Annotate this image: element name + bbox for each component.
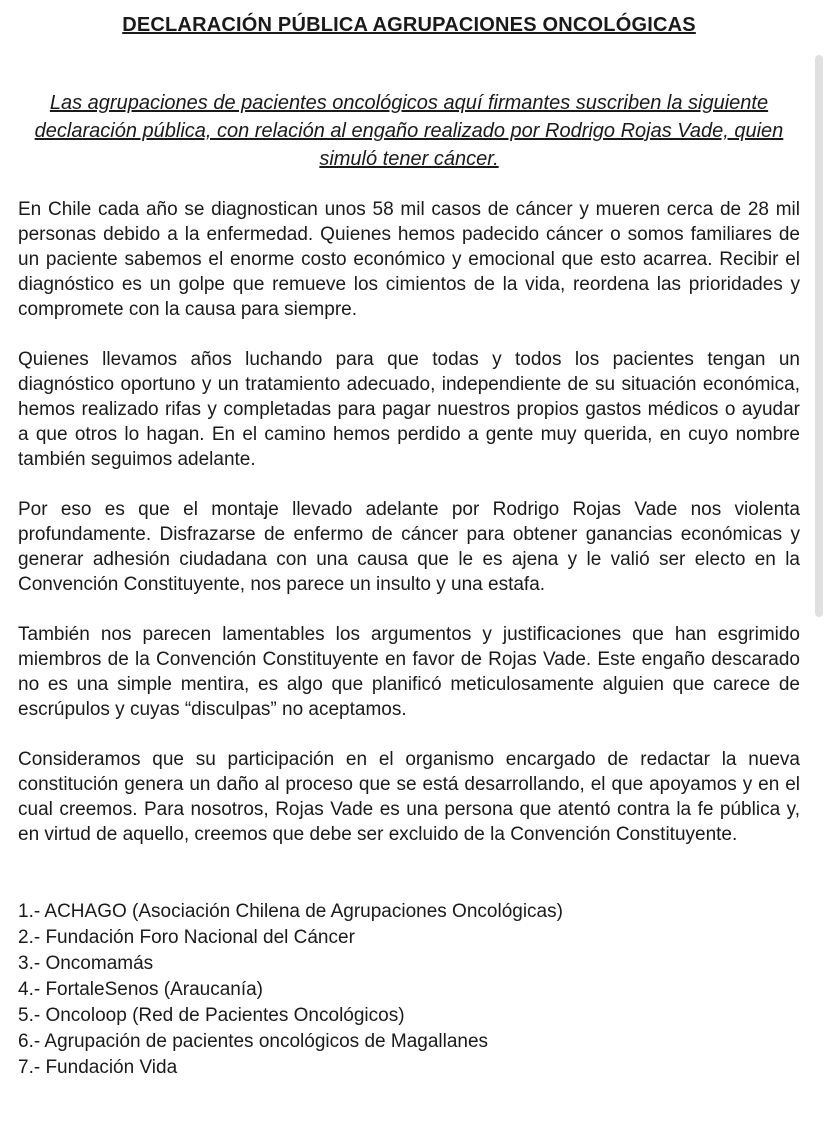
paragraph: Quienes llevamos años luchando para que todas y todos los pacientes tengan un diagnóstico oportuno y un tratamiento adecuado, independiente de su situación económica, hemos realizado rifas y completadas para pagar nuestros propios gastos médicos o ayudar a que otros lo hagan. En el camino hemos perdido a gente muy querida, en cuyo nombre también seguimos adelante. (18, 349, 800, 470)
scrollbar-thumb[interactable] (815, 55, 823, 617)
signatory-item: 3.- Oncomamás (18, 953, 154, 974)
paragraph: Consideramos que su participación en el organismo encargado de redactar la nueva constitución genera un daño al proceso que se está desarrollando, el que apoyamos y en el cual creemos. Para nosotros, Rojas Vade es una persona que atentó contra la fe pública y, en virtud de aquello, creemos que debe ser excluido de la Convención Constituyente. (18, 749, 800, 845)
paragraph: En Chile cada año se diagnostican unos 58 mil casos de cáncer y mueren cerca de 28 mil personas debido a la enfermedad. Quienes hemos padecido cáncer o somos familiares de un paciente sabemos el enorme costo económico y emocional que esto acarrea. Recibir el diagnóstico es un golpe que remueve los cimientos de la vida, reordena las prioridades y compromete con la causa para siempre. (18, 199, 800, 320)
signatory-item: 6.- Agrupación de pacientes oncológicos de Magallanes (18, 1031, 489, 1052)
signatory-item: 4.- FortaleSenos (Araucanía) (18, 979, 264, 1000)
signatory-item: 7.- Fundación Vida (18, 1057, 178, 1078)
paragraph: También nos parecen lamentables los argumentos y justificaciones que han esgrimido miembros de la Convención Constituyente en favor de Rojas Vade. Este engaño descarado no es una simple mentira, es algo que planificó meticulosamente alguien que carece de escrúpulos y cuyas “disculpas” no aceptamos. (18, 624, 800, 720)
signatory-item: 5.- Oncoloop (Red de Pacientes Oncológicos) (18, 1005, 405, 1026)
body-paragraphs (18, 197, 800, 847)
document-title: DECLARACIÓN PÚBLICA AGRUPACIONES ONCOLÓGICAS (122, 14, 696, 36)
signatory-item: 1.- ACHAGO (Asociación Chilena de Agrupaciones Oncológicas) (18, 901, 563, 922)
signatory-item: 2.- Fundación Foro Nacional del Cáncer (18, 927, 355, 948)
document-subtitle: Las agrupaciones de pacientes oncológicos aquí firmantes suscriben la siguiente declaración pública, con relación al engaño realizado por Rodrigo Rojas Vade, quien simuló tener cáncer. (34, 92, 784, 170)
paragraph: Por eso es que el montaje llevado adelante por Rodrigo Rojas Vade nos violenta profundamente. Disfrazarse de enfermo de cáncer para obtener ganancias económicas y generar adhesión ciudadana con una causa que le es ajena y le valió ser electo en la Convención Constituyente, nos parece un insulto y una estafa. (18, 499, 800, 595)
signatories-list (18, 899, 800, 1081)
